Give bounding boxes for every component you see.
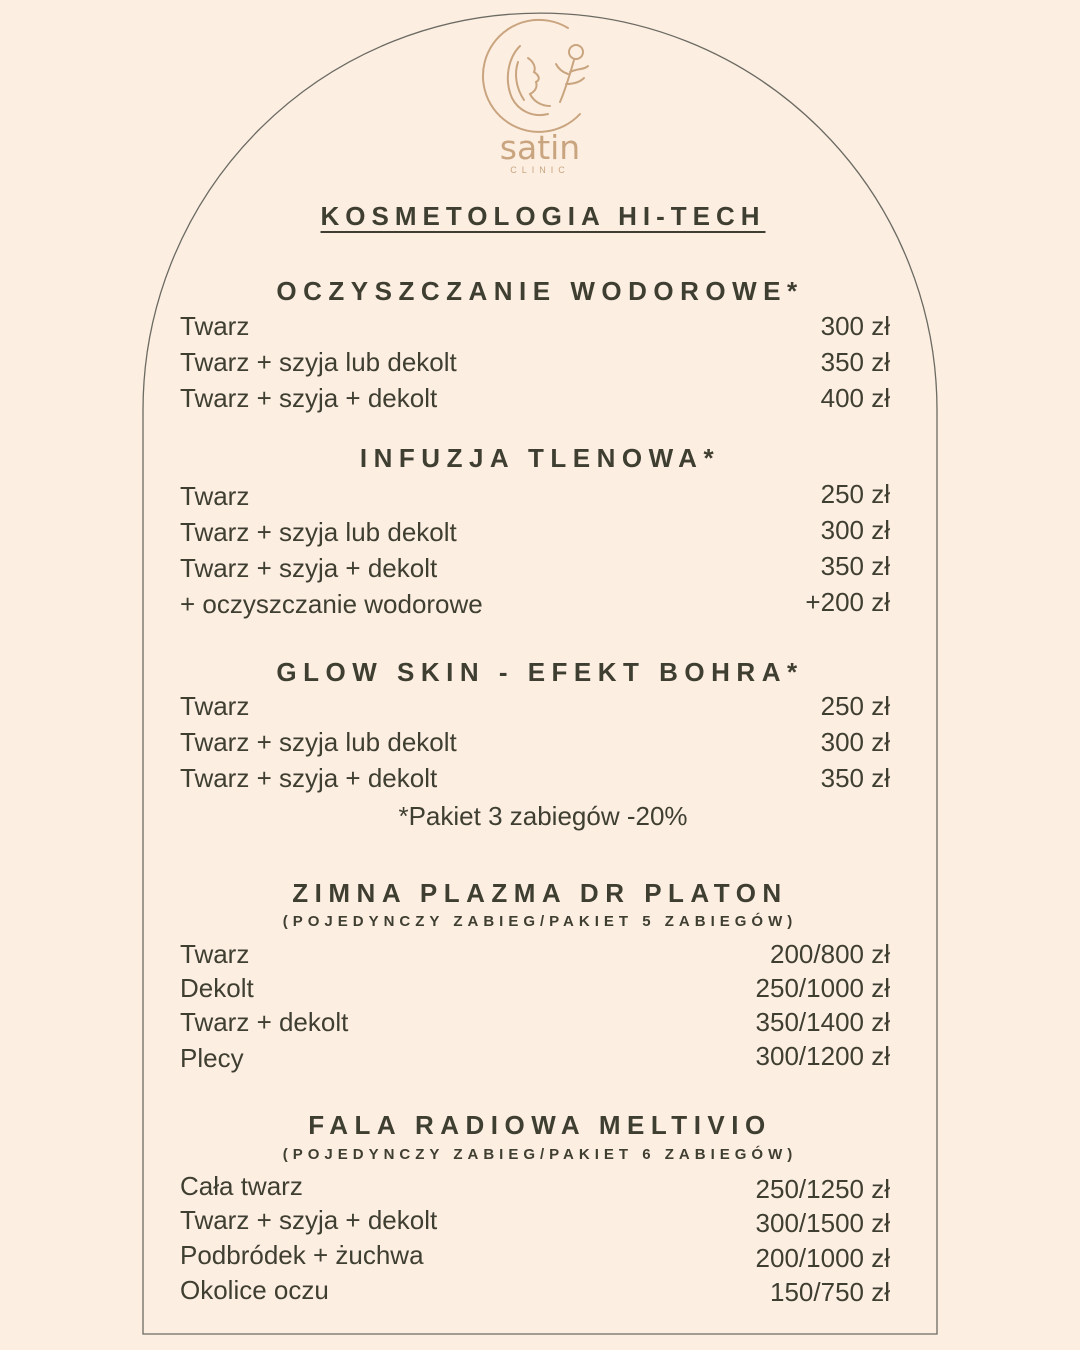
item-price: 250/1000 zł bbox=[755, 973, 890, 1003]
item-price: 300/1200 zł bbox=[755, 1041, 890, 1071]
item-name: Twarz + szyja + dekolt bbox=[180, 1205, 438, 1235]
item-name: Twarz + szyja lub dekolt bbox=[180, 727, 457, 757]
item-name: Cała twarz bbox=[180, 1171, 303, 1201]
list-item bbox=[180, 691, 890, 725]
list-item bbox=[180, 1205, 890, 1239]
list-item bbox=[180, 1171, 890, 1205]
item-price: 250/1250 zł bbox=[755, 1174, 890, 1204]
item-name: Twarz bbox=[180, 691, 250, 721]
item-price: 350 zł bbox=[820, 763, 890, 793]
section-title: GLOW SKIN - EFEKT BOHRA* bbox=[276, 657, 804, 687]
item-name: Twarz + szyja + dekolt bbox=[180, 553, 438, 583]
item-name: Twarz bbox=[180, 481, 250, 511]
item-name: Twarz + szyja lub dekolt bbox=[180, 347, 457, 377]
page-title-text: KOSMETOLOGIA HI-TECH bbox=[320, 201, 766, 231]
item-price: 200/1000 zł bbox=[755, 1243, 890, 1273]
item-name: Twarz + szyja + dekolt bbox=[180, 383, 438, 413]
item-price: 350/1400 zł bbox=[755, 1007, 890, 1037]
package-discount-note: *Pakiet 3 zabiegów -20% bbox=[398, 801, 688, 831]
item-name: Okolice oczu bbox=[180, 1275, 329, 1305]
item-price: 250 zł bbox=[820, 691, 890, 721]
list-item bbox=[180, 515, 890, 549]
section-title: OCZYSZCZANIE WODOROWE* bbox=[276, 276, 804, 306]
brand-subtitle: CLINIC bbox=[510, 165, 570, 175]
item-price: 150/750 zł bbox=[770, 1277, 890, 1307]
item-name: Twarz + szyja + dekolt bbox=[180, 763, 438, 793]
brand-name: satin bbox=[499, 128, 581, 167]
list-item bbox=[180, 1007, 890, 1041]
item-name: Twarz + dekolt bbox=[180, 1007, 349, 1037]
item-name: Twarz bbox=[180, 311, 250, 341]
item-price: 300 zł bbox=[820, 515, 890, 545]
list-item bbox=[180, 1041, 890, 1075]
item-name: Podbródek + żuchwa bbox=[180, 1240, 424, 1270]
item-price: 350 zł bbox=[820, 551, 890, 581]
list-item bbox=[180, 587, 890, 621]
item-price: 400 zł bbox=[820, 383, 890, 413]
page-title bbox=[140, 201, 946, 232]
item-price: 350 zł bbox=[820, 347, 890, 377]
section-title: INFUZJA TLENOWA* bbox=[359, 443, 721, 473]
list-item bbox=[180, 763, 890, 797]
list-item bbox=[180, 479, 890, 513]
list-item bbox=[180, 311, 890, 345]
section-subtitle: (POJEDYNCZY ZABIEG/PAKIET 5 ZABIEGÓW) bbox=[282, 913, 798, 930]
item-price: 300 zł bbox=[820, 727, 890, 757]
list-item bbox=[180, 383, 890, 417]
item-name: Dekolt bbox=[180, 973, 254, 1003]
item-price: 300 zł bbox=[820, 311, 890, 341]
section-title: FALA RADIOWA MELTIVIO bbox=[308, 1110, 772, 1140]
list-item bbox=[180, 1275, 890, 1309]
item-name: Twarz bbox=[180, 939, 250, 969]
item-price: 300/1500 zł bbox=[755, 1208, 890, 1238]
list-item bbox=[180, 939, 890, 973]
item-name: + oczyszczanie wodorowe bbox=[180, 589, 483, 619]
list-item bbox=[180, 727, 890, 761]
section-subtitle: (POJEDYNCZY ZABIEG/PAKIET 6 ZABIEGÓW) bbox=[282, 1146, 798, 1163]
list-item bbox=[180, 973, 890, 1007]
section-title: ZIMNA PLAZMA DR PLATON bbox=[292, 878, 788, 908]
item-price: 250 zł bbox=[820, 479, 890, 509]
item-price: 200/800 zł bbox=[770, 939, 890, 969]
item-price: +200 zł bbox=[805, 587, 890, 617]
list-item bbox=[180, 347, 890, 381]
list-item bbox=[180, 1240, 890, 1274]
item-name: Twarz + szyja lub dekolt bbox=[180, 517, 457, 547]
item-name: Plecy bbox=[180, 1043, 244, 1073]
list-item bbox=[180, 551, 890, 585]
